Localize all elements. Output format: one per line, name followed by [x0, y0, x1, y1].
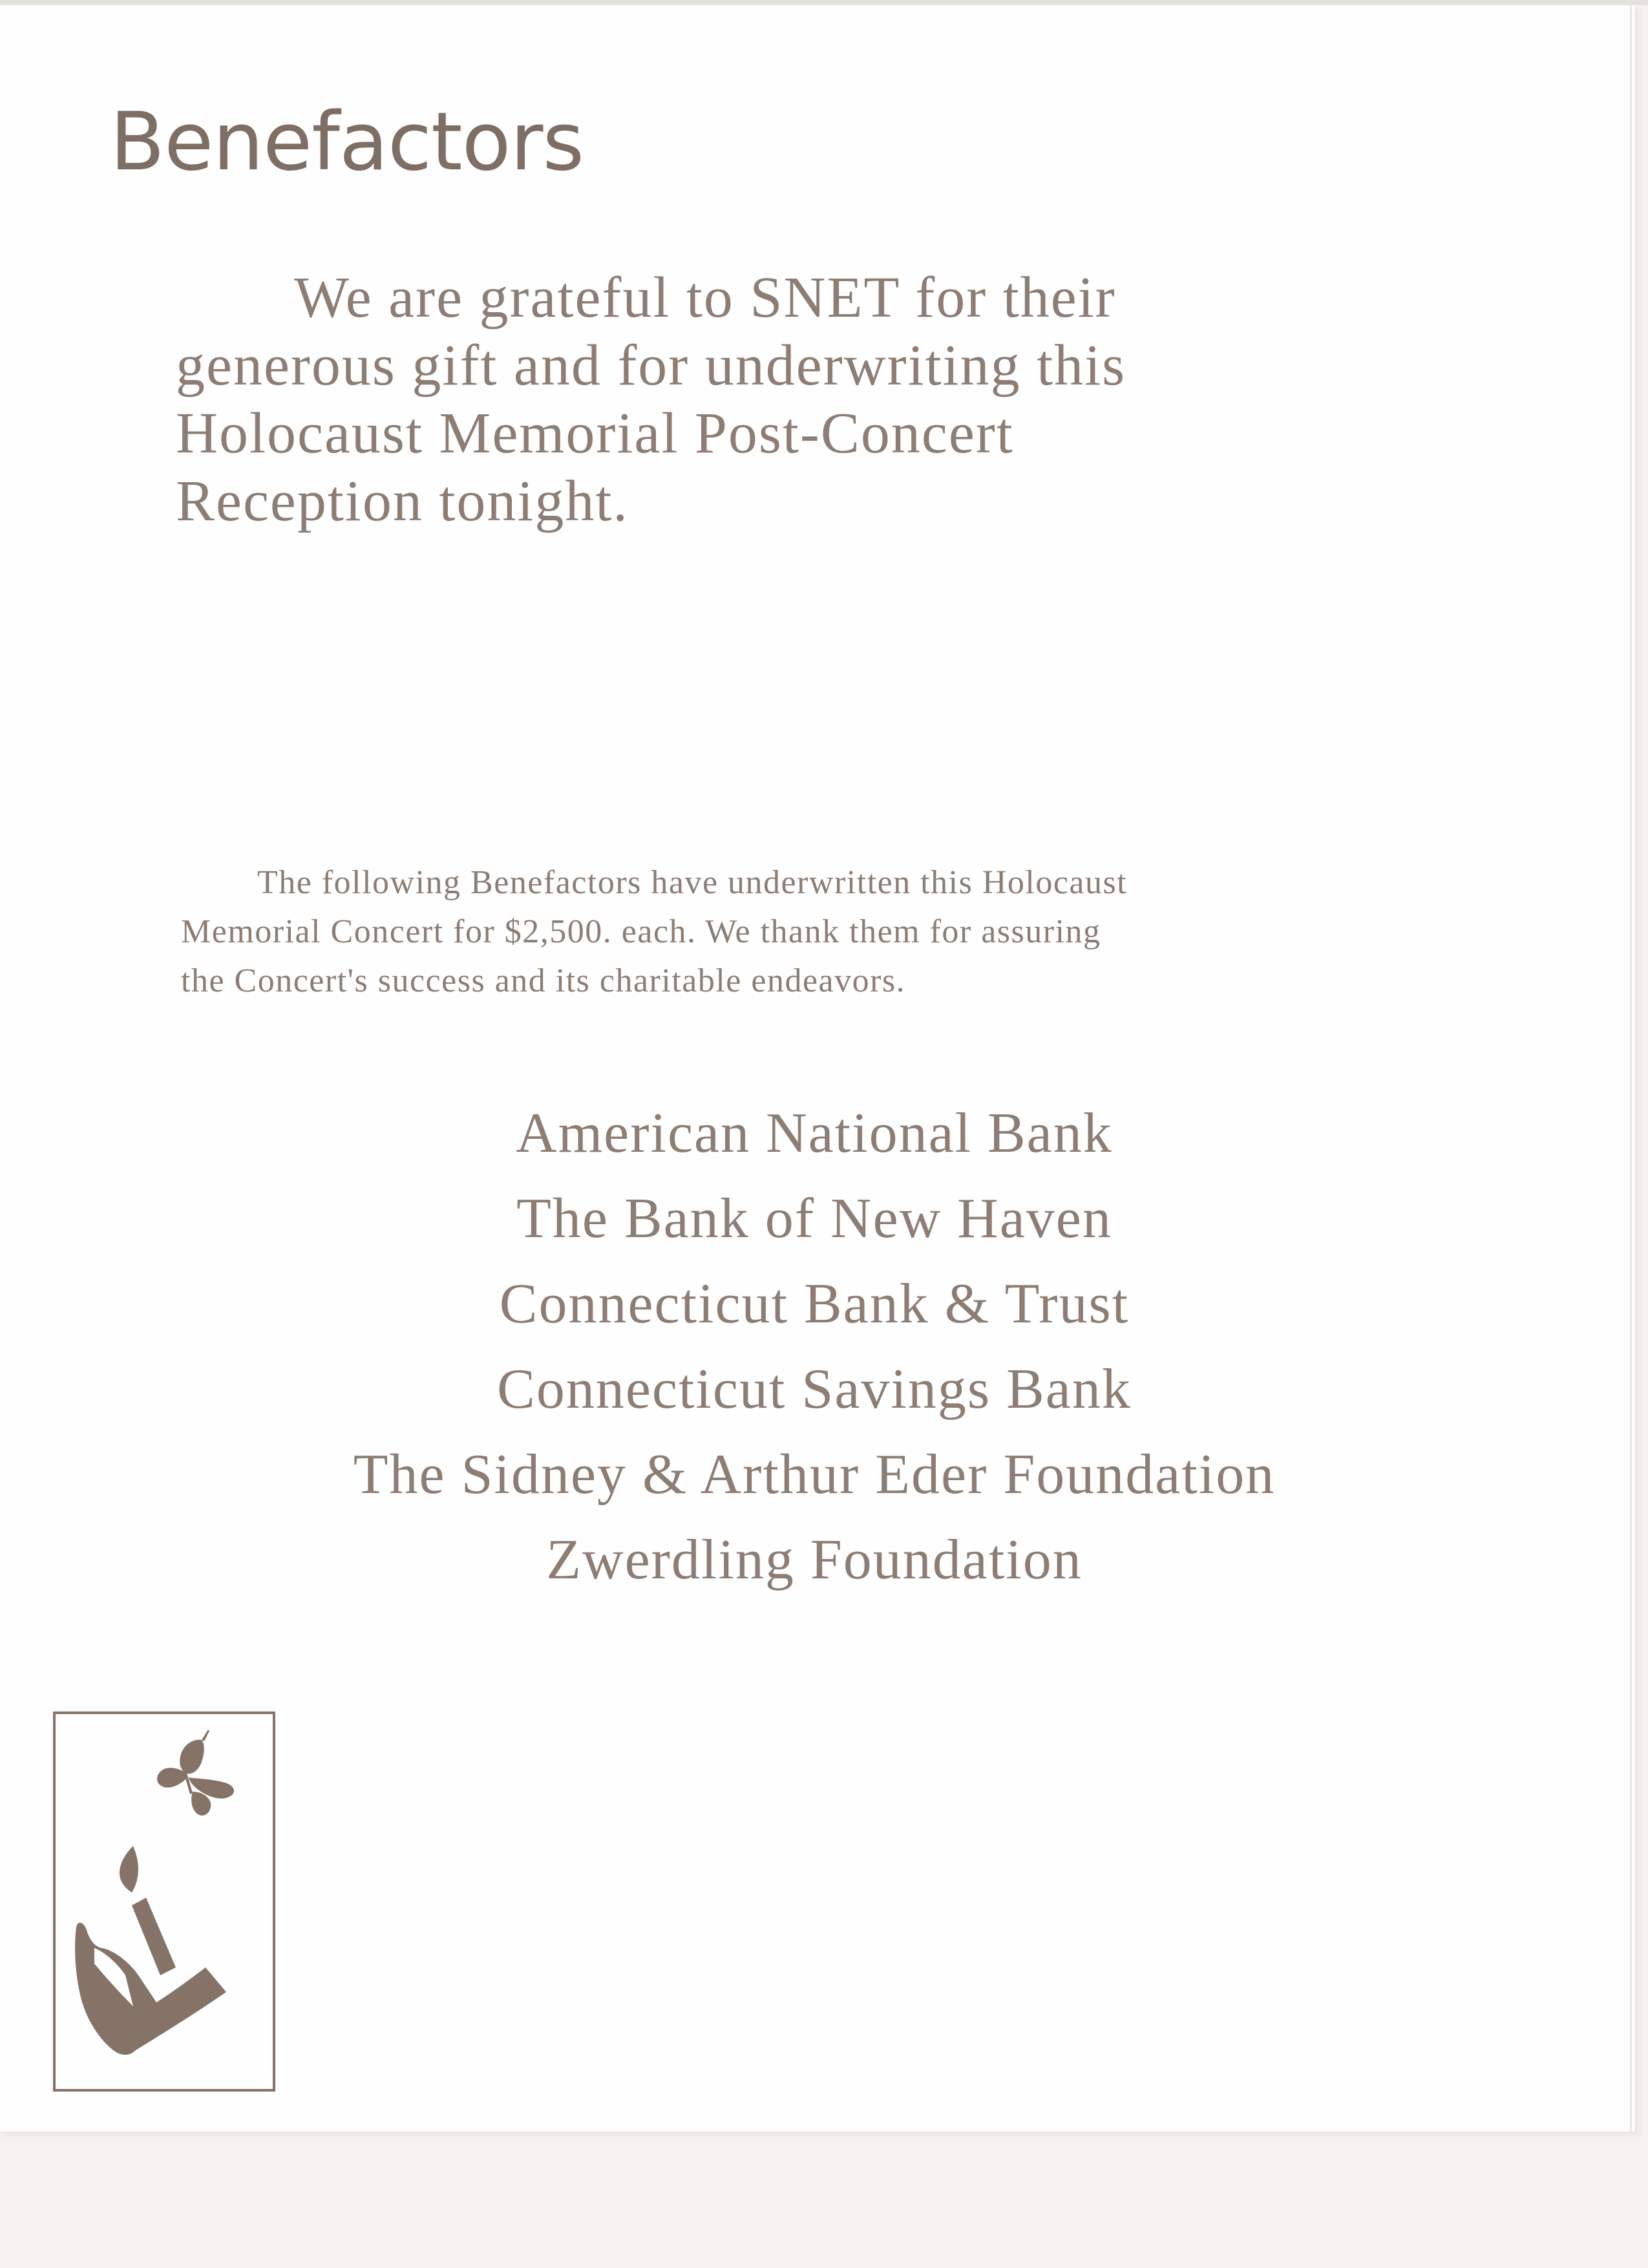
benefactor-name: Zwerdling Foundation	[546, 1529, 1083, 1591]
benefactor-list	[168, 1091, 1461, 1603]
benefactor-name: Connecticut Savings Bank	[497, 1358, 1132, 1421]
benefactor-intro-line: the Concert's success and its charitable endeavors.	[181, 962, 906, 999]
scan-top-edge	[0, 0, 1648, 5]
benefactor-name: The Sidney & Arthur Eder Foundation	[353, 1443, 1276, 1506]
acknowledgement-line: Reception tonight.	[176, 469, 629, 533]
acknowledgement-paragraph	[176, 264, 1404, 535]
memorial-emblem	[53, 1712, 275, 2092]
acknowledgement-line: We are grateful to SNET for their	[294, 266, 1116, 330]
benefactor-intro-line: The following Benefactors have underwritten this Holocaust	[257, 864, 1128, 901]
benefactor-intro-paragraph	[181, 858, 1448, 1006]
benefactor-name: Connecticut Bank & Trust	[499, 1273, 1130, 1335]
program-page	[0, 5, 1635, 2132]
acknowledgement-line: Holocaust Memorial Post-Concert	[176, 401, 1014, 465]
page-title: Benefactors	[110, 96, 584, 189]
benefactor-intro-line: Memorial Concert for $2,500. each. We thank them for assuring	[181, 913, 1101, 950]
benefactor-name: The Bank of New Haven	[516, 1187, 1112, 1250]
acknowledgement-line: generous gift and for underwriting this	[176, 334, 1126, 397]
scan-right-edge	[1630, 5, 1632, 2132]
butterfly-candle-hand-icon	[56, 1714, 273, 2089]
benefactor-name: American National Bank	[516, 1102, 1113, 1165]
